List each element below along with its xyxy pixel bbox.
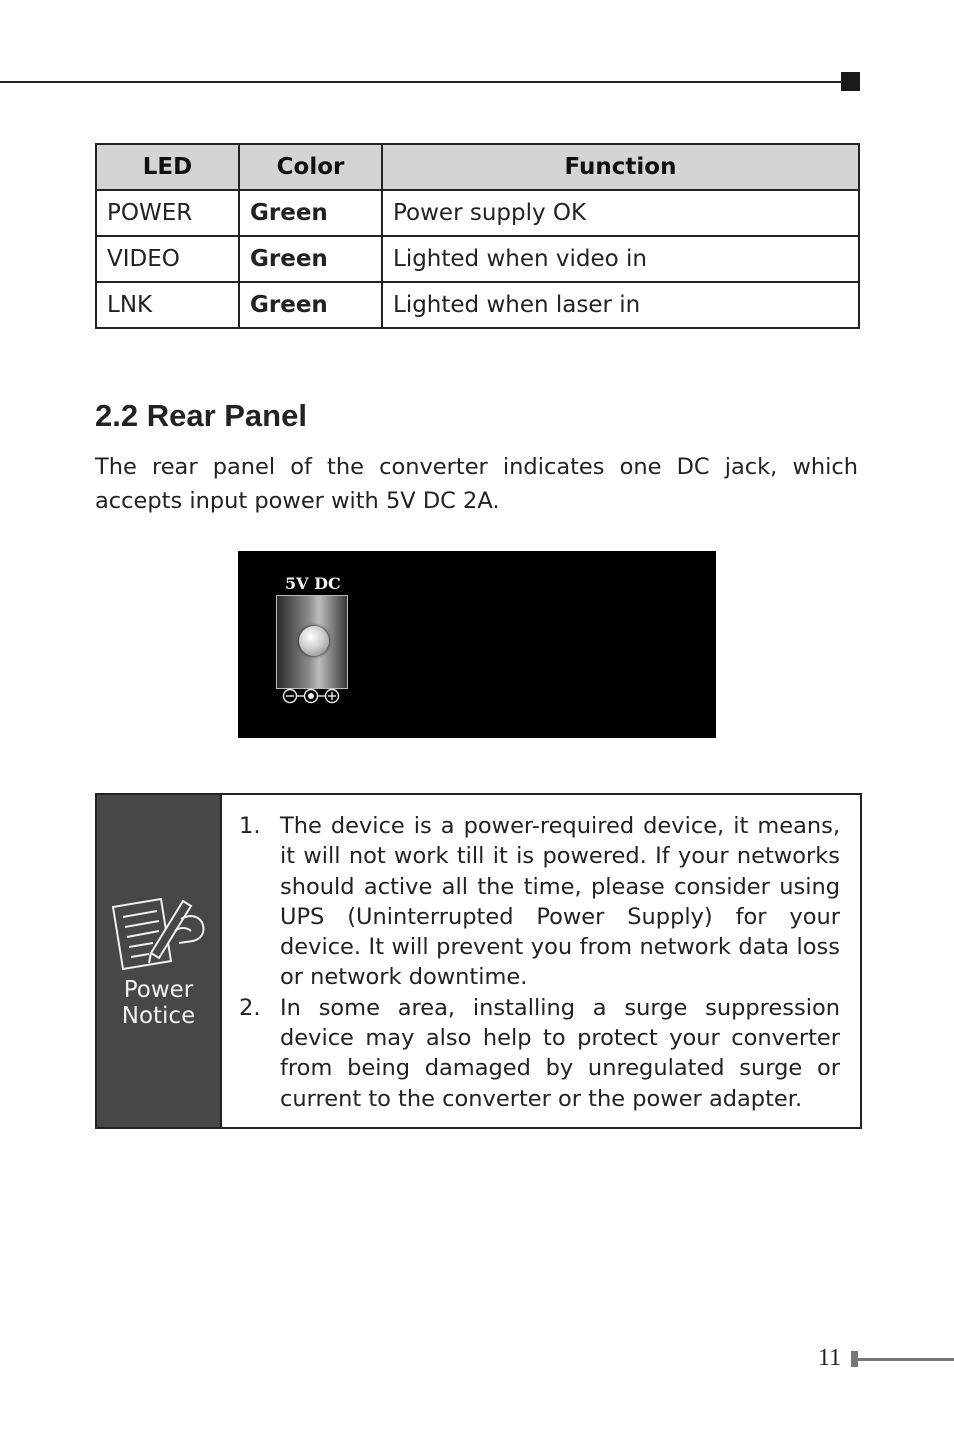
list-item: [239, 811, 840, 993]
power-notice-box: [95, 793, 862, 1129]
dc-jack-housing: [276, 595, 348, 689]
table-row: [96, 190, 859, 236]
function-cell: Lighted when laser in: [382, 282, 859, 328]
polarity-symbol-icon: [282, 687, 340, 705]
notice-sidebar: [97, 795, 222, 1127]
list-item-text: The device is a power-required device, it means, it will not work till it is powered. If your networks should active all the time, please consider using UPS (Uninterrupted Power Supply) for your device. It will prevent you from network data loss or network downtime.: [280, 813, 840, 991]
table-row: [96, 282, 859, 328]
list-item: [239, 993, 840, 1114]
table-header-row: [96, 144, 859, 190]
dc-input-label: 5V DC: [285, 574, 341, 593]
list-item-number: 1.: [239, 813, 261, 839]
dc-jack-icon: [299, 626, 329, 656]
notice-label: [97, 977, 220, 1029]
notice-list: [239, 811, 840, 1114]
header-square-marker: [841, 72, 860, 91]
list-item-text: In some area, installing a surge suppression device may also help to protect your converter from being damaged by unregulated surge or current to the converter or the power adapter.: [280, 994, 840, 1112]
section-title: 2.2 Rear Panel: [95, 398, 307, 433]
section-intro: The rear panel of the converter indicates one DC jack, which accepts input power with 5V DC 2A.: [95, 454, 858, 514]
header-function: Function: [382, 144, 859, 190]
led-cell: POWER: [96, 190, 239, 236]
notice-label-line1: Power: [123, 977, 194, 1003]
header-color: Color: [239, 144, 382, 190]
footer-marker: [851, 1351, 858, 1367]
rear-panel-image: [238, 551, 716, 738]
led-cell: LNK: [96, 282, 239, 328]
function-cell: Power supply OK: [382, 190, 859, 236]
color-cell: Green: [239, 190, 382, 236]
led-cell: VIDEO: [96, 236, 239, 282]
header-led: LED: [96, 144, 239, 190]
page-number: 11: [818, 1345, 842, 1371]
notepad-pen-icon: [109, 893, 207, 973]
led-table: [95, 143, 860, 329]
notice-label-line2: Notice: [121, 1003, 196, 1029]
table-row: [96, 236, 859, 282]
footer-rule: [858, 1358, 954, 1361]
color-cell: Green: [239, 236, 382, 282]
function-cell: Lighted when video in: [382, 236, 859, 282]
header-rule: [0, 81, 842, 83]
color-cell: Green: [239, 282, 382, 328]
list-item-number: 2.: [239, 994, 261, 1021]
